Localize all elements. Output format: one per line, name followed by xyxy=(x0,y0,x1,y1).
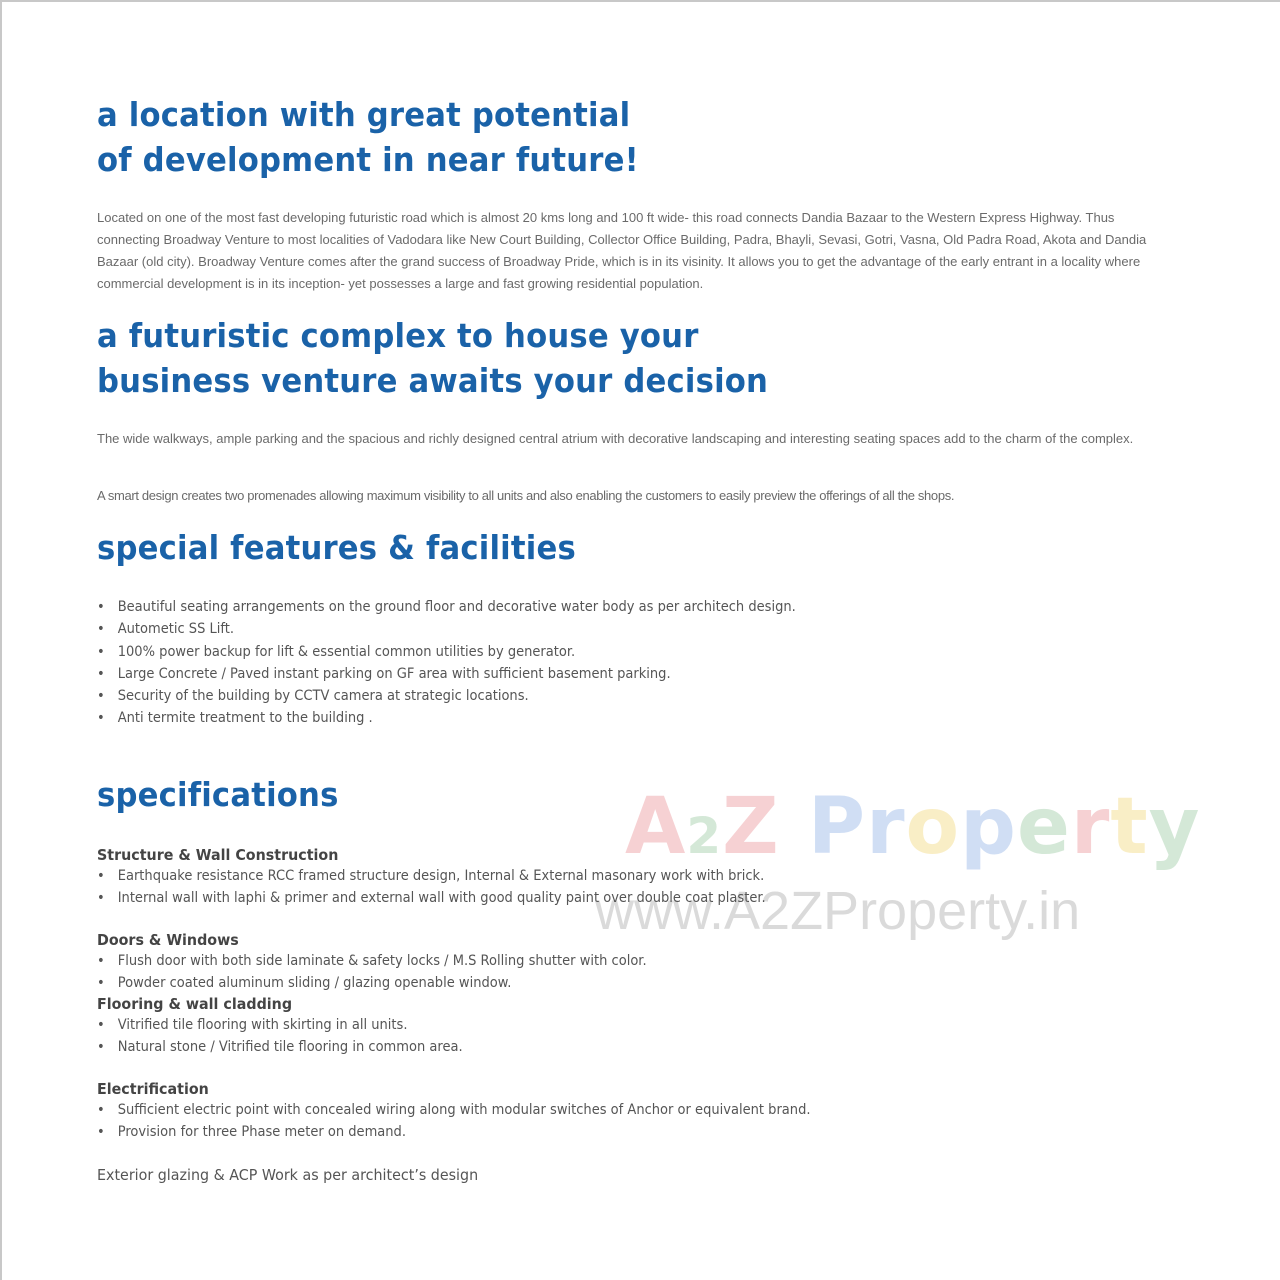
complex-paragraph-1: The wide walkways, ample parking and the spacious and richly designed central atrium with decorative landscaping and interesting seating spaces add to the charm of the complex. xyxy=(97,431,1134,446)
spec-group-title-flooring: Flooring & wall cladding xyxy=(97,995,293,1013)
feature-item: • Large Concrete / Paved instant parking on GF area with sufficient basement parking. xyxy=(97,663,796,685)
spec-group-title-doors: Doors & Windows xyxy=(97,931,239,949)
specifications-heading: specifications xyxy=(97,775,339,814)
location-heading-line1: a location with great potential xyxy=(97,95,631,134)
a2z-property-logo-watermark: A2Z Property xyxy=(625,782,1201,872)
spec-list-flooring xyxy=(97,1014,503,1059)
spec-group-title-structure: Structure & Wall Construction xyxy=(97,846,339,864)
spec-list-structure xyxy=(97,865,840,910)
spec-item: • Flush door with both side laminate & safety locks / M.S Rolling shutter with color. xyxy=(97,950,647,972)
a2z-property-url-watermark: www.A2ZProperty.in xyxy=(595,881,1081,941)
spec-item: • Provision for three Phase meter on demand. xyxy=(97,1121,811,1143)
complex-paragraph-2: A smart design creates two promenades allowing maximum visibility to all units and also enabling the customers to easily preview the offerings of all the shops. xyxy=(97,488,955,503)
features-list xyxy=(97,596,873,730)
exterior-glazing-note: Exterior glazing & ACP Work as per architect’s design xyxy=(97,1166,479,1184)
feature-item: • Beautiful seating arrangements on the ground floor and decorative water body as per architech design. xyxy=(97,596,796,618)
spec-item: • Earthquake resistance RCC framed structure design, Internal & External masonary work with brick. xyxy=(97,865,766,887)
complex-heading-line1: a futuristic complex to house your xyxy=(97,316,699,355)
spec-item: • Sufficient electric point with concealed wiring along with modular switches of Anchor or equivalent brand. xyxy=(97,1099,811,1121)
spec-list-electrification xyxy=(97,1099,890,1144)
location-heading-line2: of development in near future! xyxy=(97,140,639,179)
features-heading: special features & facilities xyxy=(97,528,576,567)
feature-item: • 100% power backup for lift & essential common utilities by generator. xyxy=(97,641,796,663)
spec-item: • Internal wall with laphi & primer and external wall with good quality paint over double coat plaster. xyxy=(97,887,766,909)
spec-group-title-electrification: Electrification xyxy=(97,1080,209,1098)
complex-heading-line2: business venture awaits your decision xyxy=(97,361,769,400)
feature-item: • Anti termite treatment to the building . xyxy=(97,707,796,729)
feature-item: • Autometic SS Lift. xyxy=(97,618,796,640)
feature-item: • Security of the building by CCTV camera at strategic locations. xyxy=(97,685,796,707)
spec-item: • Natural stone / Vitrified tile flooring in common area. xyxy=(97,1036,463,1058)
spec-item: • Vitrified tile flooring with skirting in all units. xyxy=(97,1014,463,1036)
spec-list-doors xyxy=(97,950,708,995)
spec-item: • Powder coated aluminum sliding / glazing openable window. xyxy=(97,972,647,994)
location-paragraph: Located on one of the most fast developing futuristic road which is almost 20 kms long and 100 ft wide- this road connects Dandia Bazaar to the Western Express Highway. Thus connecting Broadway Venture to most localities of Vadodara like New Court Building, Collector Office Building, Padra, Bhayli, Sevasi, Gotri, Vasna, Old Padra Road, Akota and Dandia Bazaar (old city). Broadway Venture comes after the grand success of Broadway Pride, which is in its visinity. It allows you to get the advantage of the early entrant in a locality where commercial development is in its inception- yet possesses a large and fast growing residential population. xyxy=(97,210,1147,291)
